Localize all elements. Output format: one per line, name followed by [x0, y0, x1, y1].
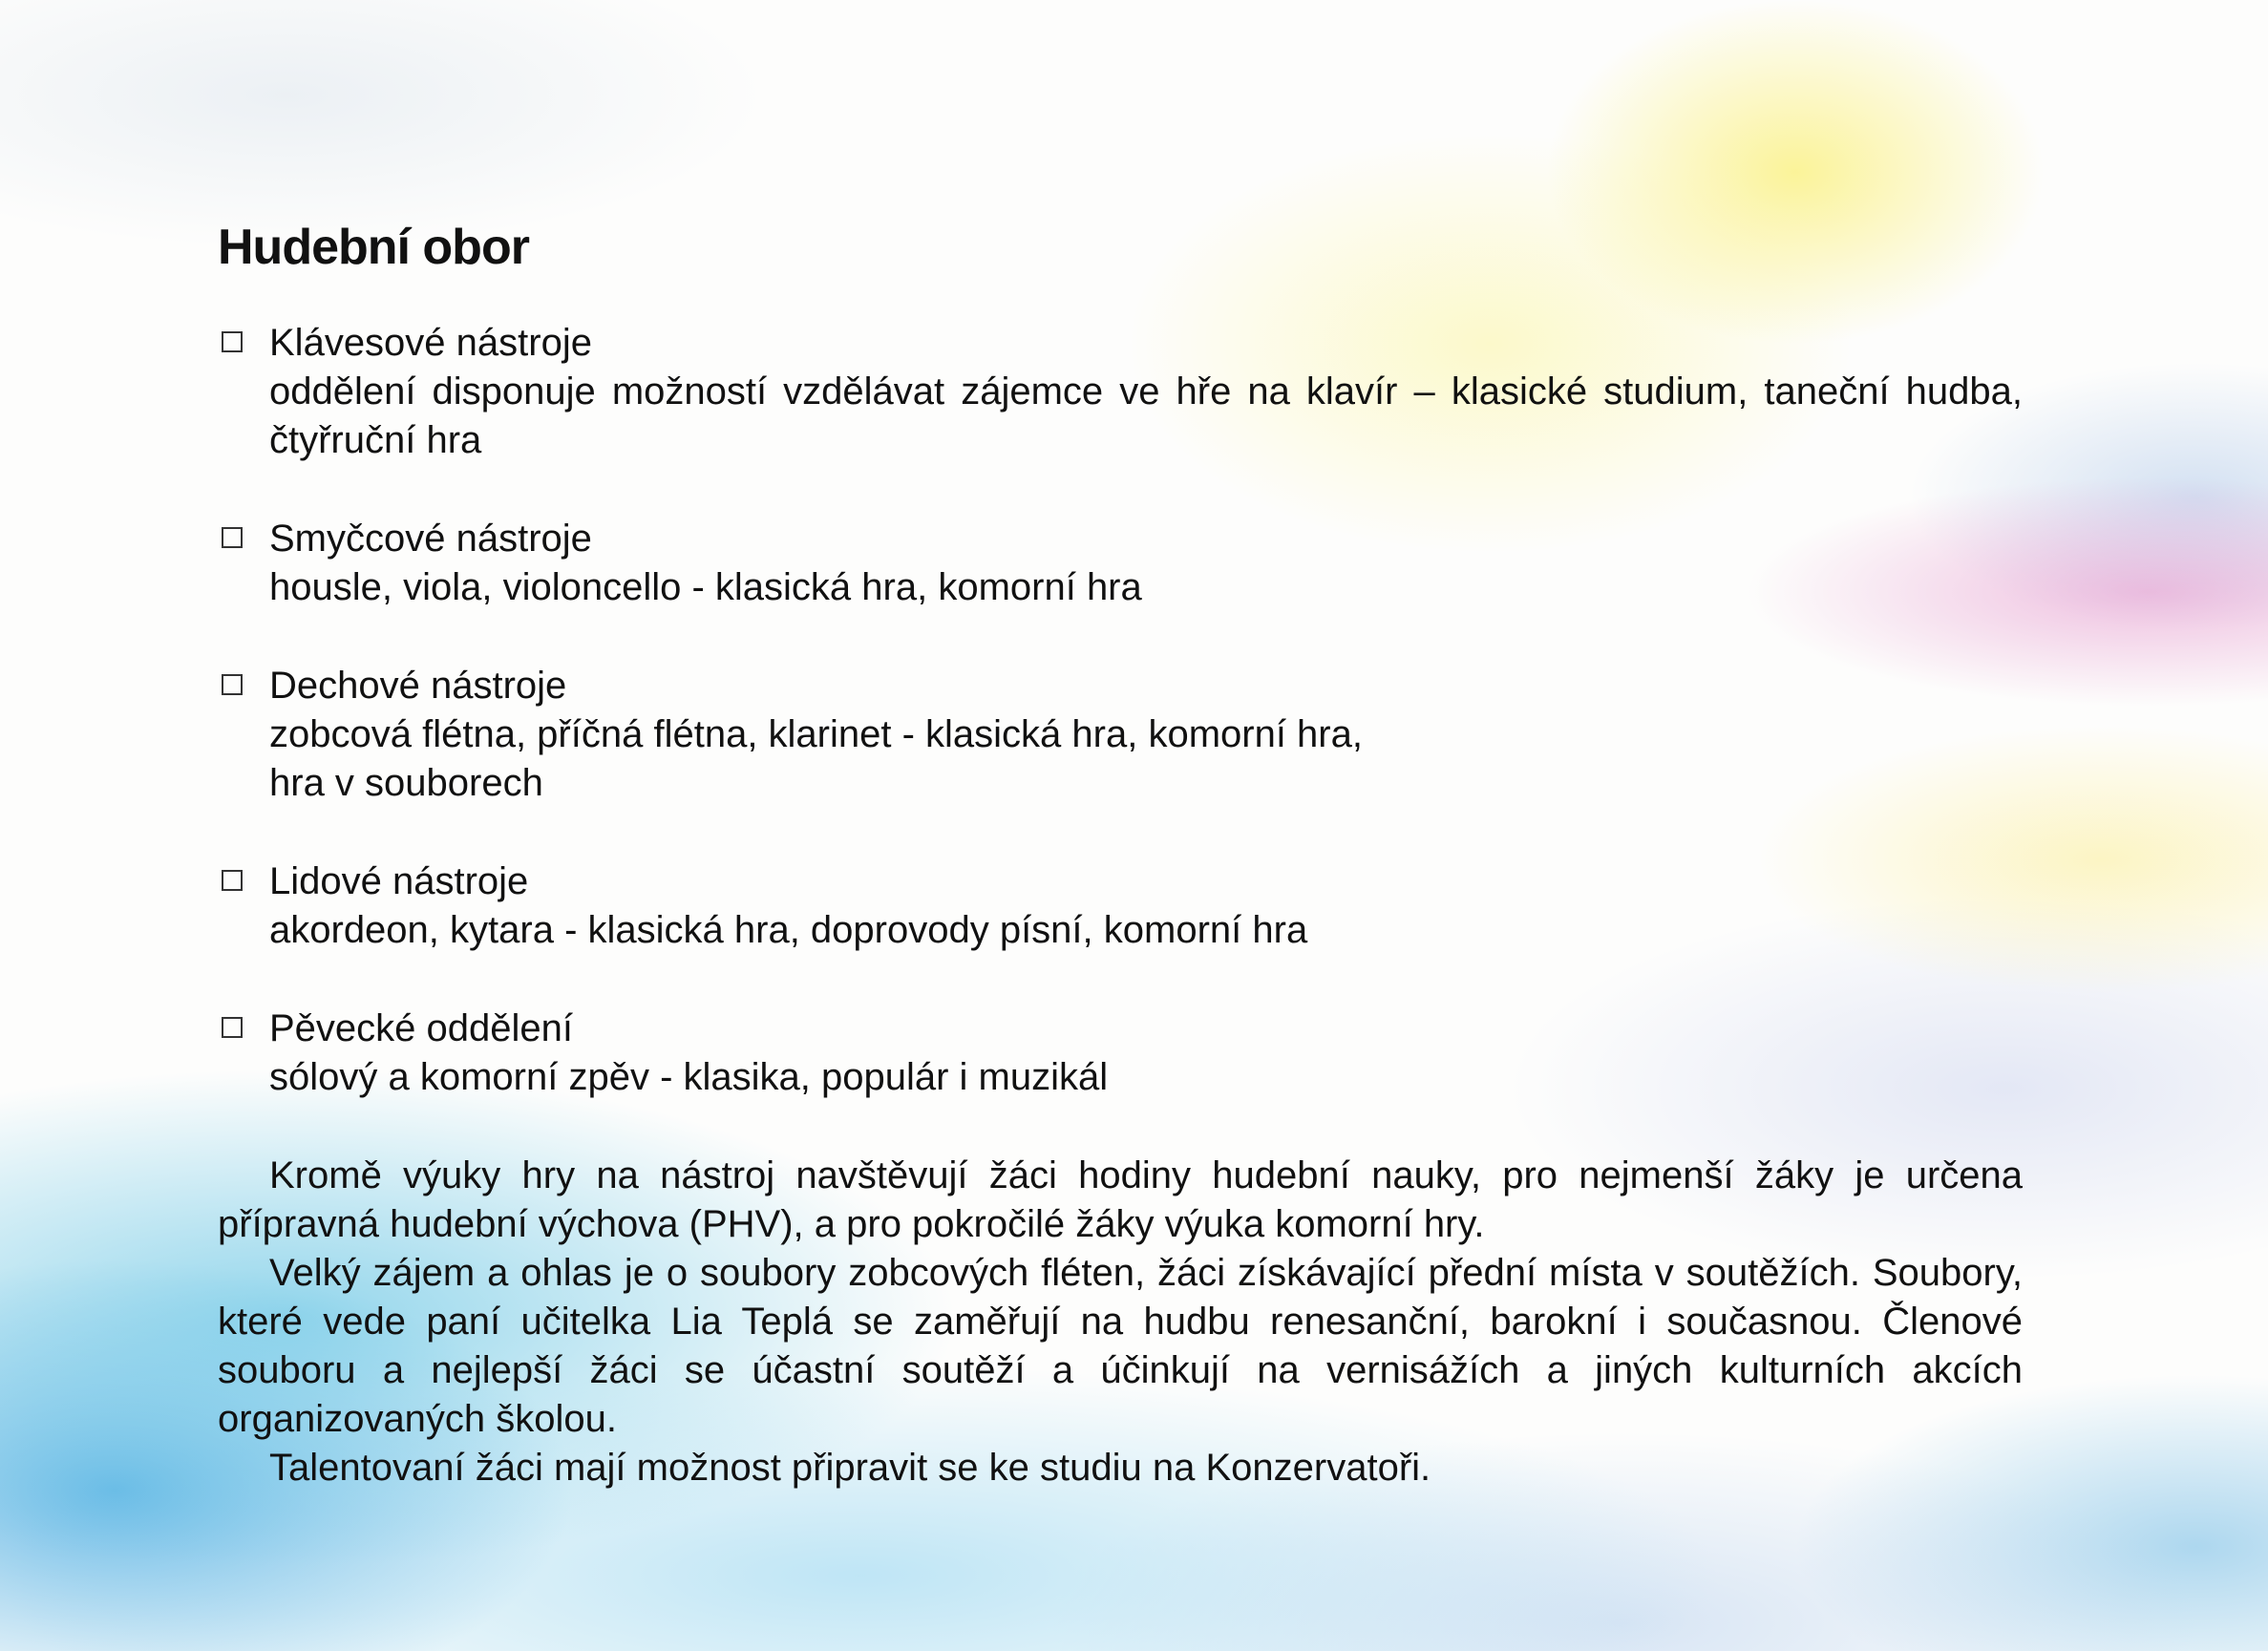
section-string-instruments — [218, 515, 2023, 612]
paragraph: Kromě výuky hry na nástroj navštěvují žáci hodiny hudební nauky, pro nejmenší žáky je určena přípravná hudební výchova (PHV), a pro pokročilé žáky výuka komorní hry. — [218, 1154, 2023, 1245]
section-title: Smyčcové nástroje — [269, 517, 592, 560]
section-description: housle, viola, violoncello - klasická hra, komorní hra — [269, 565, 1142, 608]
section-vocal-department — [218, 1005, 2023, 1102]
section-keyboard-instruments — [218, 319, 2023, 465]
section-description: akordeon, kytara - klasická hra, doprovody písní, komorní hra — [269, 908, 1308, 951]
section-description: zobcová flétna, příčná flétna, klarinet - klasická hra, komorní hra, — [269, 712, 1363, 755]
checkbox-icon — [222, 527, 243, 548]
section-title: Dechové nástroje — [269, 664, 567, 707]
checkbox-icon — [222, 674, 243, 695]
section-wind-instruments — [218, 662, 2023, 808]
section-description: oddělení disponuje možností vzdělávat zájemce ve hře na klavír – klasické studium, taneční hudba, čtyřruční hra — [269, 370, 2023, 461]
section-description-continued: hra v souborech — [269, 761, 543, 804]
section-description: sólový a komorní zpěv - klasika, populár i muzikál — [269, 1055, 1109, 1098]
checkbox-icon — [222, 1017, 243, 1038]
section-folk-instruments — [218, 857, 2023, 955]
page-title: Hudební obor — [218, 220, 529, 275]
paragraph: Velký zájem a ohlas je o soubory zobcových fléten, žáci získávající přední místa v soutěžích. Soubory, které vede paní učitelka Lia Teplá se zaměřují na hudbu renesanční, barokní i současnou. Členové souboru a nejlepší žáci se účastní soutěží a účinkují na vernisážích a jiných kulturních akcích organizovaných školou. — [218, 1251, 2023, 1440]
checkbox-icon — [222, 870, 243, 891]
body-text — [218, 1152, 2023, 1492]
section-title: Lidové nástroje — [269, 859, 529, 902]
paragraph: Talentovaní žáci mají možnost připravit se ke studiu na Konzervatoři. — [269, 1446, 1431, 1489]
section-title: Klávesové nástroje — [269, 321, 592, 364]
page-content — [218, 220, 2023, 1492]
checkbox-icon — [222, 331, 243, 352]
section-title: Pěvecké oddělení — [269, 1006, 574, 1049]
